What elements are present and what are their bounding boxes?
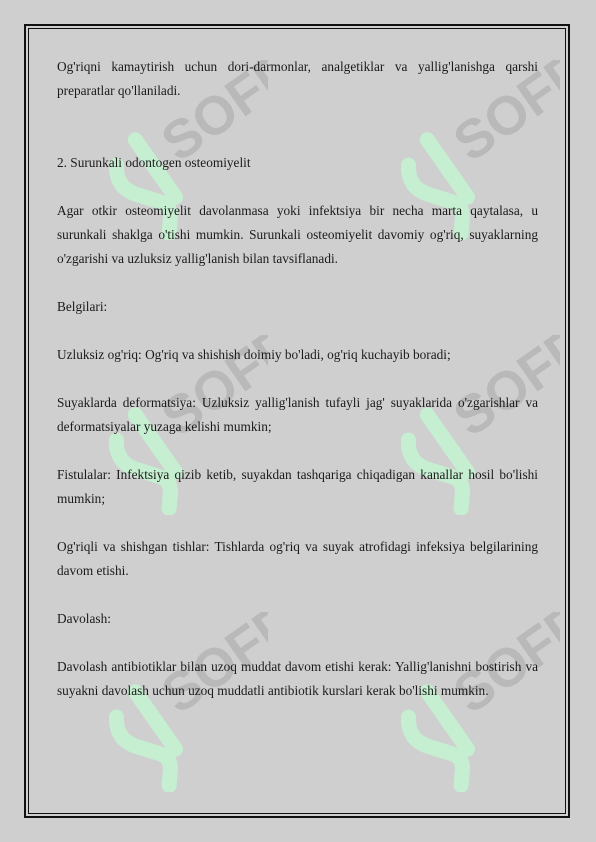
- paragraph-symptom-pain: Uzluksiz og'riq: Og'riq va shishish doimiy bo'ladi, og'riq kuchayib boradi;: [57, 347, 451, 362]
- document-body: [57, 55, 538, 703]
- subheading-symptoms: Belgilari:: [57, 299, 108, 314]
- subheading-treatment: Davolash:: [57, 611, 111, 626]
- svg-text:SOFF: SOFF: [151, 60, 268, 174]
- paragraph-symptom-fistula: Fistulalar: Infektsiya qizib ketib, suyakdan tashqariga chiqadigan kanallar hosil bo'lishi mumkin;: [57, 467, 538, 506]
- paragraph-pain-relief: Og'riqni kamaytirish uchun dori-darmonlar, analgetiklar va yallig'lanishga qarshi preparatlar qo'llaniladi.: [57, 59, 538, 98]
- paragraph-intro: Agar otkir osteomiyelit davolanmasa yoki infektsiya bir necha marta qaytalasa, u surunkali shaklga o'tishi mumkin. Surunkali osteomiyelit davomiy og'riq, suyaklarning o'zgarishi va uzluksiz yallig'lanish bilan tavsiflanadi.: [57, 203, 538, 266]
- paragraph-treatment: Davolash antibiotiklar bilan uzoq muddat davom etishi kerak: Yallig'lanishni bostirish va suyakni davolash uchun uzoq muddatli antibiotik kurslari kerak bo'lishi mumkin.: [57, 659, 538, 698]
- svg-text:SOFF: SOFF: [443, 60, 560, 174]
- svg-text:SOFF: SOFF: [443, 612, 560, 726]
- svg-text:SOFF: SOFF: [151, 612, 268, 726]
- section-heading: 2. Surunkali odontogen osteomiyelit: [57, 155, 251, 170]
- svg-text:SOFF: SOFF: [443, 335, 560, 449]
- paragraph-symptom-deformation: Suyaklarda deformatsiya: Uzluksiz yallig'lanish tufayli jag' suyaklarida o'zgarishlar va deformatsiyalar yuzaga kelishi mumkin;: [57, 395, 538, 434]
- svg-text:SOFF: SOFF: [151, 335, 268, 449]
- paragraph-symptom-teeth: Og'riqli va shishgan tishlar: Tishlarda og'riq va suyak atrofidagi infeksiya belgilarining davom etishi.: [57, 539, 538, 578]
